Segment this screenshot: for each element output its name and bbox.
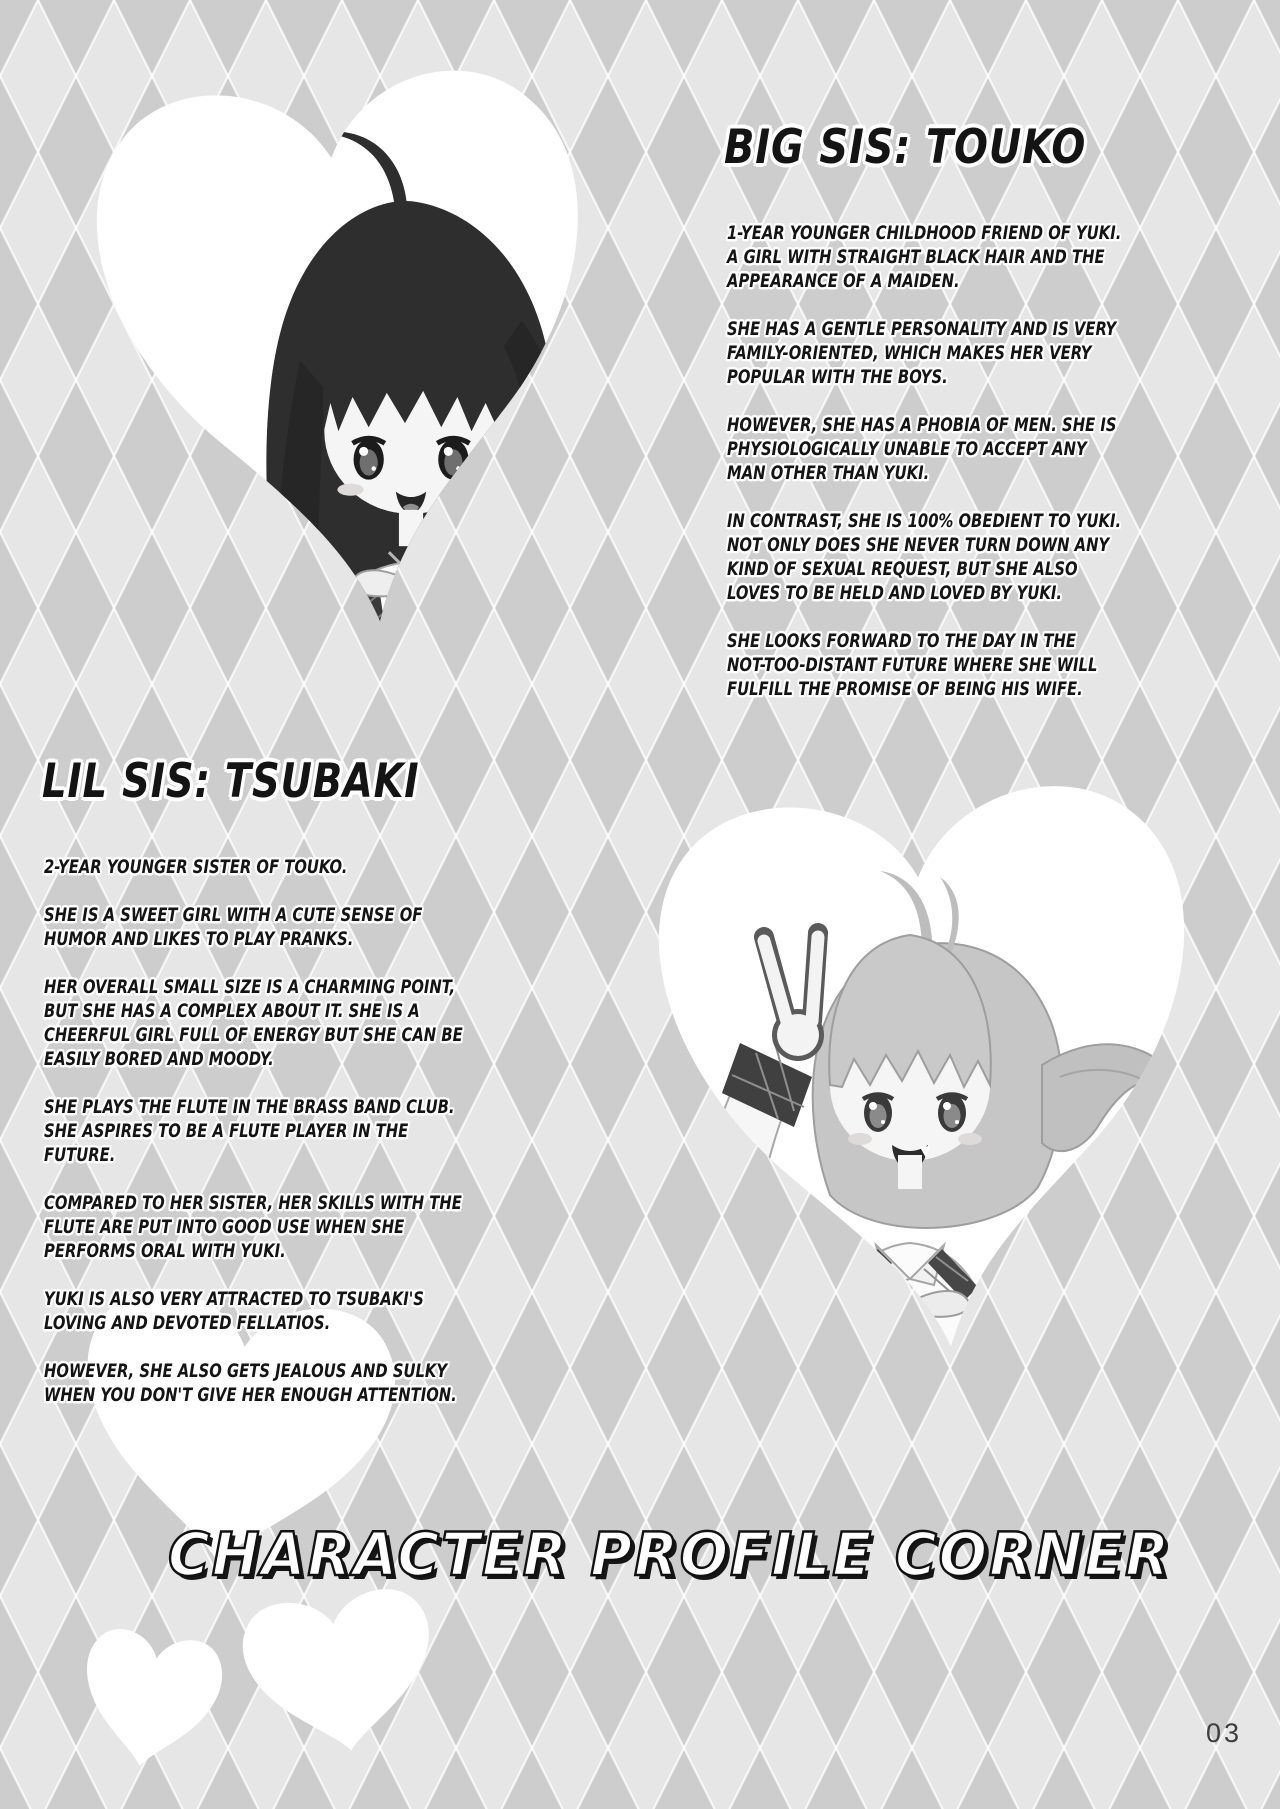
text-line: 2-YEAR YOUNGER SISTER OF TOUKO. [44, 857, 348, 878]
text-line: PERFORMS ORAL WITH YUKI. [44, 1241, 286, 1262]
tsubaki-portrait-heart [580, 725, 1280, 1370]
tsubaki-illustration [580, 725, 1280, 1370]
text-line: WHEN YOU DON'T GIVE HER ENOUGH ATTENTION. [44, 1385, 457, 1406]
text-line: CHEERFUL GIRL FULL OF ENERGY BUT SHE CAN BE [44, 1025, 463, 1046]
text-line: HUMOR AND LIKES TO PLAY PRANKS. [44, 929, 354, 950]
text-line: MAN OTHER THAN YUKI. [727, 463, 930, 484]
text-line: NOT-TOO-DISTANT FUTURE WHERE SHE WILL [727, 655, 1098, 676]
text-line: SHE PLAYS THE FLUTE IN THE BRASS BAND CLUB. [44, 1097, 455, 1118]
text-line: 1-YEAR YOUNGER CHILDHOOD FRIEND OF YUKI. [727, 223, 1122, 244]
touko-profile-text [727, 198, 1121, 721]
text-line: APPEARANCE OF A MAIDEN. [727, 271, 960, 292]
text-line: LOVING AND DEVOTED FELLATIOS. [44, 1313, 331, 1334]
page-number: 03 [1206, 1718, 1243, 1748]
page-footer-title: CHARACTER PROFILE CORNER [168, 1520, 1171, 1590]
tsubaki-section-title: LIL SIS: TSUBAKI [42, 754, 420, 809]
text-line: POPULAR WITH THE BOYS. [727, 367, 948, 388]
text-line: EASILY BORED AND MOODY. [44, 1049, 274, 1070]
text-line: FULFILL THE PROMISE OF BEING HIS WIFE. [727, 679, 1083, 700]
tsubaki-profile-text [44, 832, 463, 1427]
text-line: YUKI IS ALSO VERY ATTRACTED TO TSUBAKI'S [44, 1289, 424, 1310]
touko-portrait-heart [48, 28, 643, 653]
text-line: BUT SHE HAS A COMPLEX ABOUT IT. SHE IS A [44, 1001, 420, 1022]
text-line: SHE LOOKS FORWARD TO THE DAY IN THE [727, 631, 1076, 652]
text-line: LOVES TO BE HELD AND LOVED BY YUKI. [727, 583, 1062, 604]
text-line: FAMILY-ORIENTED, WHICH MAKES HER VERY [727, 343, 1092, 364]
text-line: COMPARED TO HER SISTER, HER SKILLS WITH THE [44, 1193, 462, 1214]
text-line: HOWEVER, SHE ALSO GETS JEALOUS AND SULKY [44, 1361, 448, 1382]
text-line: PHYSIOLOGICALLY UNABLE TO ACCEPT ANY [727, 439, 1087, 460]
text-line: IN CONTRAST, SHE IS 100% OBEDIENT TO YUKI. [727, 511, 1122, 532]
text-line: FUTURE. [44, 1145, 116, 1166]
text-line: NOT ONLY DOES SHE NEVER TURN DOWN ANY [727, 535, 1110, 556]
decorative-heart-small [68, 1615, 234, 1781]
text-line: SHE HAS A GENTLE PERSONALITY AND IS VERY [727, 319, 1117, 340]
touko-illustration [48, 28, 643, 653]
text-line: SHE IS A SWEET GIRL WITH A CUTE SENSE OF [44, 905, 423, 926]
touko-section-title: BIG SIS: TOUKO [724, 120, 1087, 175]
text-line: HOWEVER, SHE HAS A PHOBIA OF MEN. SHE IS [727, 415, 1117, 436]
text-line: SHE ASPIRES TO BE A FLUTE PLAYER IN THE [44, 1121, 409, 1142]
text-line: A GIRL WITH STRAIGHT BLACK HAIR AND THE [727, 247, 1105, 268]
decorative-heart-medium [229, 1572, 451, 1768]
text-line: KIND OF SEXUAL REQUEST, BUT SHE ALSO [727, 559, 1078, 580]
text-line: HER OVERALL SMALL SIZE IS A CHARMING POINT, [44, 977, 456, 998]
text-line: FLUTE ARE PUT INTO GOOD USE WHEN SHE [44, 1217, 405, 1238]
